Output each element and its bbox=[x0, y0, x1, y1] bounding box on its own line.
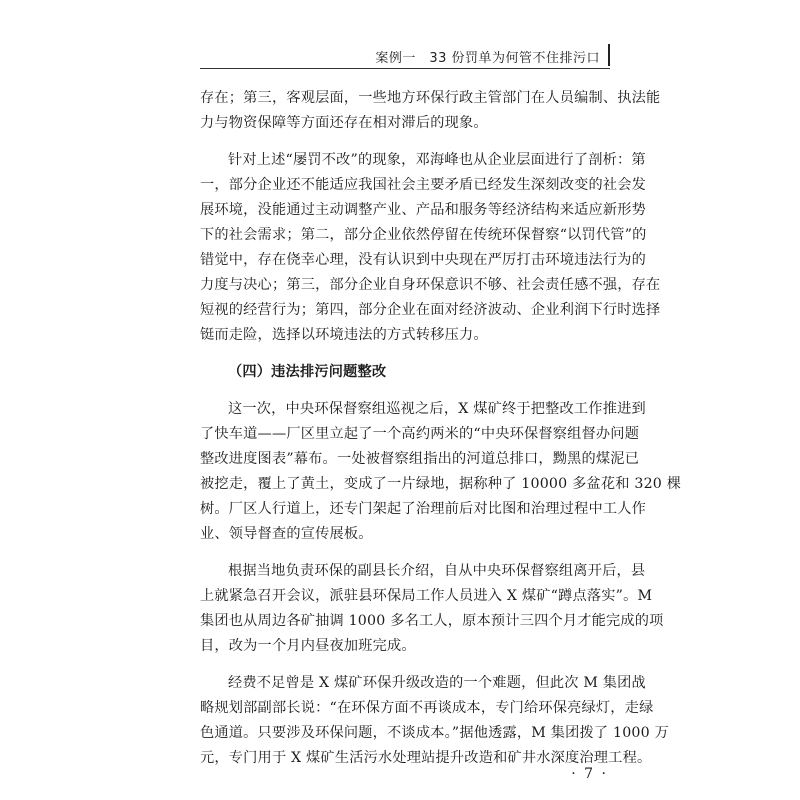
section-heading: （四）违法排污问题整改 bbox=[228, 364, 387, 380]
body-line: 这一次，中央环保督察组巡视之后，X 煤矿终于把整改工作推进到 bbox=[228, 401, 646, 417]
body-line: 色通道。只要涉及环保问题，不谈成本。”据他透露，M 集团拨了 1000 万 bbox=[200, 725, 669, 741]
body-line: 展环境，没能通过主动调整产业、产品和服务等经济结构来适应新形势 bbox=[200, 202, 647, 218]
body-line: 整改进度图表”幕布。一处被督察组指出的河道总排口，黝黑的煤泥已 bbox=[200, 451, 640, 467]
header-rule-mark bbox=[608, 44, 610, 66]
body-line: 下的社会需求；第二，部分企业依然停留在传统环保督察“以罚代管”的 bbox=[200, 227, 647, 243]
body-line: 了快车道——厂区里立起了一个高约两米的“中央环保督察组督办问题 bbox=[200, 426, 640, 442]
body-line: 根据当地负责环保的副县长介绍，自从中央环保督察组离开后，县 bbox=[228, 563, 646, 579]
body-line: 铤而走险，选择以环境违法的方式转移压力。 bbox=[200, 327, 488, 343]
body-line: 树。厂区人行道上，还专门架起了治理前后对比图和治理过程中工人作 bbox=[200, 501, 647, 517]
running-header bbox=[200, 46, 610, 69]
running-header-title: 案例一 33 份罚单为何管不住排污口 bbox=[375, 51, 600, 66]
body-line: 业、领导督查的宣传展板。 bbox=[200, 526, 373, 542]
body-line: 略规划部副部长说：“在环保方面不再谈成本，专门给环保亮绿灯，走绿 bbox=[200, 700, 654, 716]
page-number: · 7 · bbox=[571, 766, 608, 782]
body-line: 力与物资保障等方面还存在相对滞后的现象。 bbox=[200, 115, 488, 131]
body-line: 被挖走，覆上了黄土，变成了一片绿地，据称种了 10000 多盆花和 320 棵 bbox=[200, 476, 682, 492]
body-line: 经费不足曾是 X 煤矿环保升级改造的一个难题，但此次 M 集团战 bbox=[228, 675, 646, 691]
body-line: 一，部分企业还不能适应我国社会主要矛盾已经发生深刻改变的社会发 bbox=[200, 177, 647, 193]
body-line: 元，专门用于 X 煤矿生活污水处理站提升改造和矿井水深度治理工程。 bbox=[200, 750, 652, 766]
body-line: 力度与决心；第三，部分企业自身环保意识不够、社会责任感不强，存在 bbox=[200, 277, 661, 293]
body-line: 集团也从周边各矿抽调 1000 多名工人，原本预计三四个月才能完成的项 bbox=[200, 613, 664, 629]
body-line: 针对上述“屡罚不改”的现象，邓海峰也从企业层面进行了剖析：第 bbox=[228, 152, 646, 168]
body-line: 目，改为一个月内昼夜加班完成。 bbox=[200, 638, 416, 654]
body-line: 短视的经营行为；第四，部分企业在面对经济波动、企业利润下行时选择 bbox=[200, 302, 661, 318]
body-line: 存在；第三，客观层面，一些地方环保行政主管部门在人员编制、执法能 bbox=[200, 90, 661, 106]
body-line: 上就紧急召开会议，派驻县环保局工作人员进入 X 煤矿“蹲点落实”。M bbox=[200, 588, 653, 604]
body-line: 错觉中，存在侥幸心理，没有认识到中央现在严厉打击环境违法行为的 bbox=[200, 252, 647, 268]
